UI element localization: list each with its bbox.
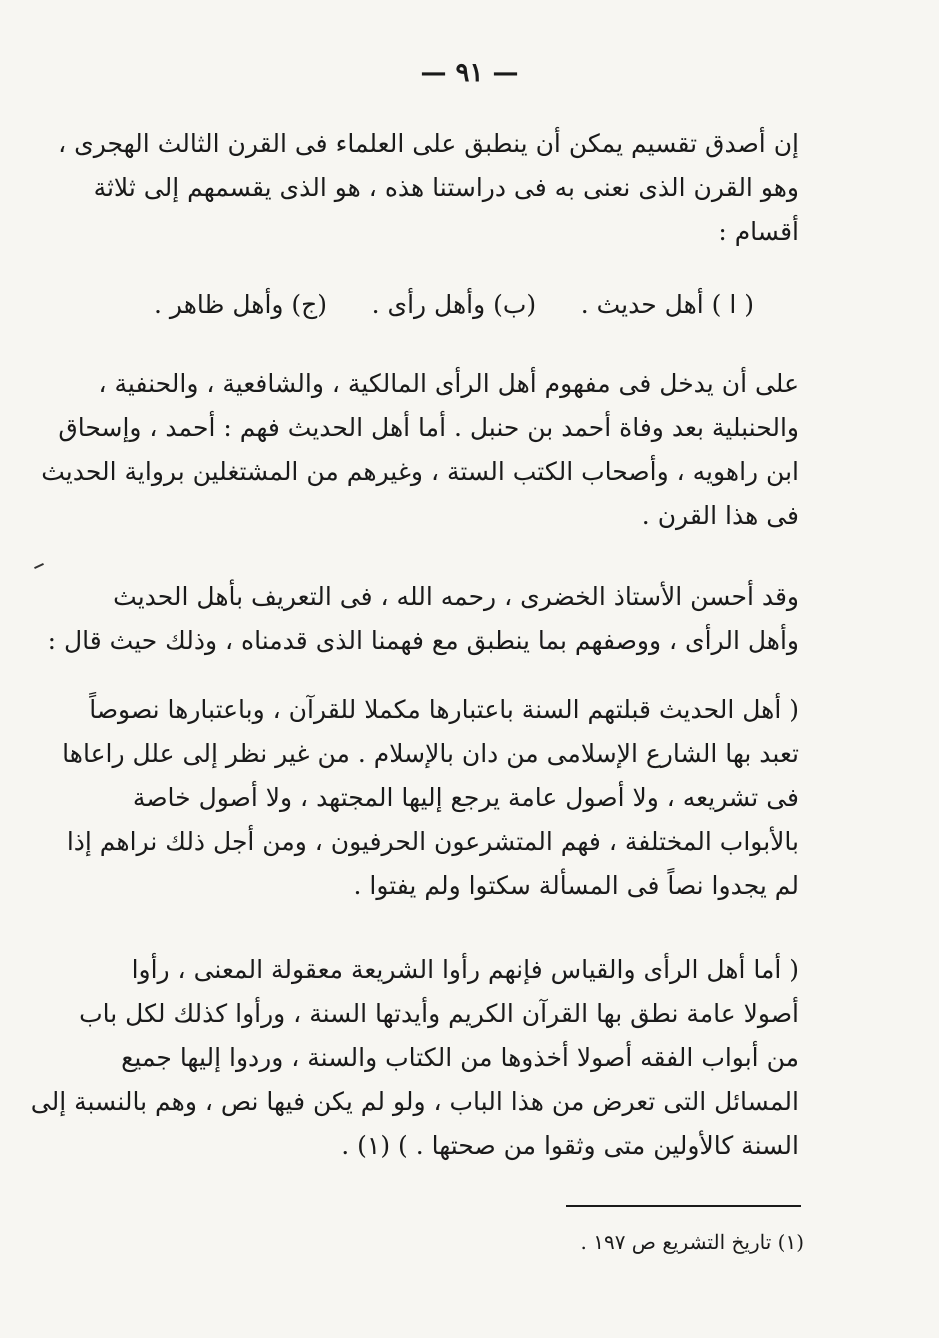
category-item: (ج) وأهل ظاهر .: [154, 290, 328, 319]
footnote: (١) تاريخ التشريع ص ١٩٧ .: [580, 1230, 804, 1254]
page-number: — ٩١ —: [420, 58, 519, 88]
paragraph-ahl-al-ray: [41, 362, 799, 538]
text-line: إن أصدق تقسيم يمكن أن ينطبق على العلماء فى القرن الثالث الهجرى ،: [58, 129, 799, 158]
text-line: ابن راهويه ، وأصحاب الكتب الستة ، وغيرهم من المشتغلين برواية الحديث: [41, 457, 799, 486]
category-item: (ب) وأهل رأى .: [371, 290, 537, 319]
text-line: أصولا عامة نطق بها القرآن الكريم وأيدتها السنة ، ورأوا كذلك لكل باب: [79, 999, 799, 1028]
text-line: بالأبواب المختلفة ، فهم المتشرعون الحرفيون ، ومن أجل ذلك نراهم إذا: [66, 827, 799, 856]
text-line: وأهل الرأى ، ووصفهم بما ينطبق مع فهمنا الذى قدمناه ، وذلك حيث قال :: [47, 626, 799, 655]
quote-ahl-al-ray: [30, 948, 799, 1168]
intro-paragraph: [58, 122, 799, 254]
paragraph-khudari: [47, 575, 799, 663]
scan-mark: [34, 563, 44, 569]
text-line: وهو القرن الذى نعنى به فى دراستنا هذه ، هو الذى يقسمهم إلى ثلاثة: [93, 173, 799, 202]
text-line: ( أهل الحديث قبلتهم السنة باعتبارها مكملا للقرآن ، وباعتبارها نصوصاً: [89, 695, 799, 724]
text-line: لم يجدوا نصاً فى المسألة سكتوا ولم يفتوا .: [353, 871, 799, 900]
text-line: فى تشريعه ، ولا أصول عامة يرجع إليها المجتهد ، ولا أصول خاصة: [132, 783, 799, 812]
footnote-divider: [566, 1205, 801, 1207]
text-line: السنة كالأولين متى وثقوا من صحتها . ) (١) .: [341, 1131, 799, 1160]
text-line: تعبد بها الشارع الإسلامى من دان بالإسلام . من غير نظر إلى علل راعاها: [62, 739, 799, 768]
text-line: فى هذا القرن .: [641, 501, 799, 530]
text-line: أقسام :: [718, 217, 799, 246]
categories-list: [154, 290, 754, 319]
category-item: ( ا ) أهل حديث .: [580, 290, 754, 319]
text-line: من أبواب الفقه أصولا أخذوها من الكتاب والسنة ، وردوا إليها جميع: [121, 1043, 799, 1072]
text-line: على أن يدخل فى مفهوم أهل الرأى المالكية ، والشافعية ، والحنفية ،: [98, 369, 799, 398]
text-line: ( أما أهل الرأى والقياس فإنهم رأوا الشريعة معقولة المعنى ، رأوا: [131, 955, 799, 984]
text-line: وقد أحسن الأستاذ الخضرى ، رحمه الله ، فى التعريف بأهل الحديث: [113, 582, 799, 611]
text-line: والحنبلية بعد وفاة أحمد بن حنبل . أما أهل الحديث فهم : أحمد ، وإسحاق: [58, 413, 799, 442]
quote-ahl-al-hadith: [62, 688, 799, 908]
text-line: المسائل التى تعرض من هذا الباب ، ولو لم يكن فيها نص ، وهم بالنسبة إلى: [30, 1087, 799, 1116]
